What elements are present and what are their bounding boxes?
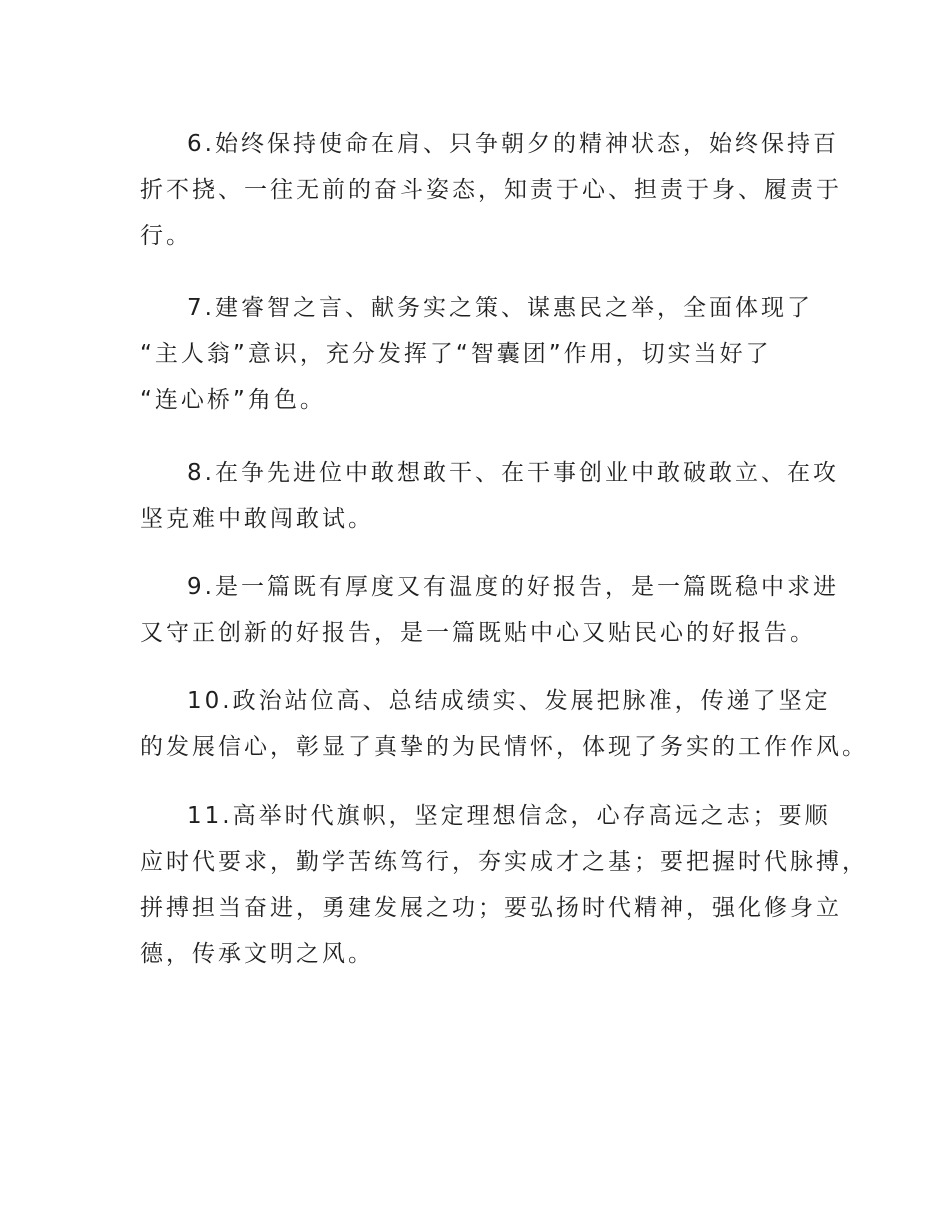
paragraph-11 <box>140 793 868 977</box>
paragraph-line: 11.高举时代旗帜，坚定理想信念，心存高远之志；要顺 <box>187 803 831 829</box>
paragraph-6 <box>140 121 840 259</box>
paragraph-line: 拼搏担当奋进，勇建发展之功；要弘扬时代精神，强化修身立 <box>140 895 842 921</box>
paragraph-9 <box>140 564 840 656</box>
paragraph-line: “连心桥”角色。 <box>140 387 326 413</box>
paragraph-line: 7.建睿智之言、献务实之策、谋惠民之举，全面体现了 <box>187 295 813 321</box>
paragraph-line: 德，传承文明之风。 <box>140 941 374 967</box>
paragraph-line: 9.是一篇既有厚度又有温度的好报告，是一篇既稳中求进 <box>187 574 839 600</box>
paragraph-line: 6.始终保持使命在肩、只争朝夕的精神状态，始终保持百 <box>187 131 839 157</box>
paragraph-line: 8.在争先进位中敢想敢干、在干事创业中敢破敢立、在攻 <box>187 460 839 486</box>
paragraph-line: 坚克难中敢闯敢试。 <box>140 506 374 532</box>
paragraph-line: 行。 <box>140 223 192 249</box>
paragraph-line: 又守正创新的好报告，是一篇既贴中心又贴民心的好报告。 <box>140 620 816 646</box>
paragraph-8 <box>140 450 840 542</box>
paragraph-line: 的发展信心，彰显了真挚的为民情怀，体现了务实的工作作风。 <box>140 734 868 760</box>
paragraph-line: 10.政治站位高、总结成绩实、发展把脉准，传递了坚定 <box>187 688 831 714</box>
paragraph-line: 折不挠、一往无前的奋斗姿态，知责于心、担责于身、履责于 <box>140 177 842 203</box>
paragraph-7 <box>140 285 840 423</box>
paragraph-10 <box>140 678 868 770</box>
paragraph-line: 应时代要求，勤学苦练笃行，夯实成才之基；要把握时代脉搏， <box>140 849 868 875</box>
paragraph-line: “主人翁”意识，充分发挥了“智囊团”作用，切实当好了 <box>140 341 772 367</box>
